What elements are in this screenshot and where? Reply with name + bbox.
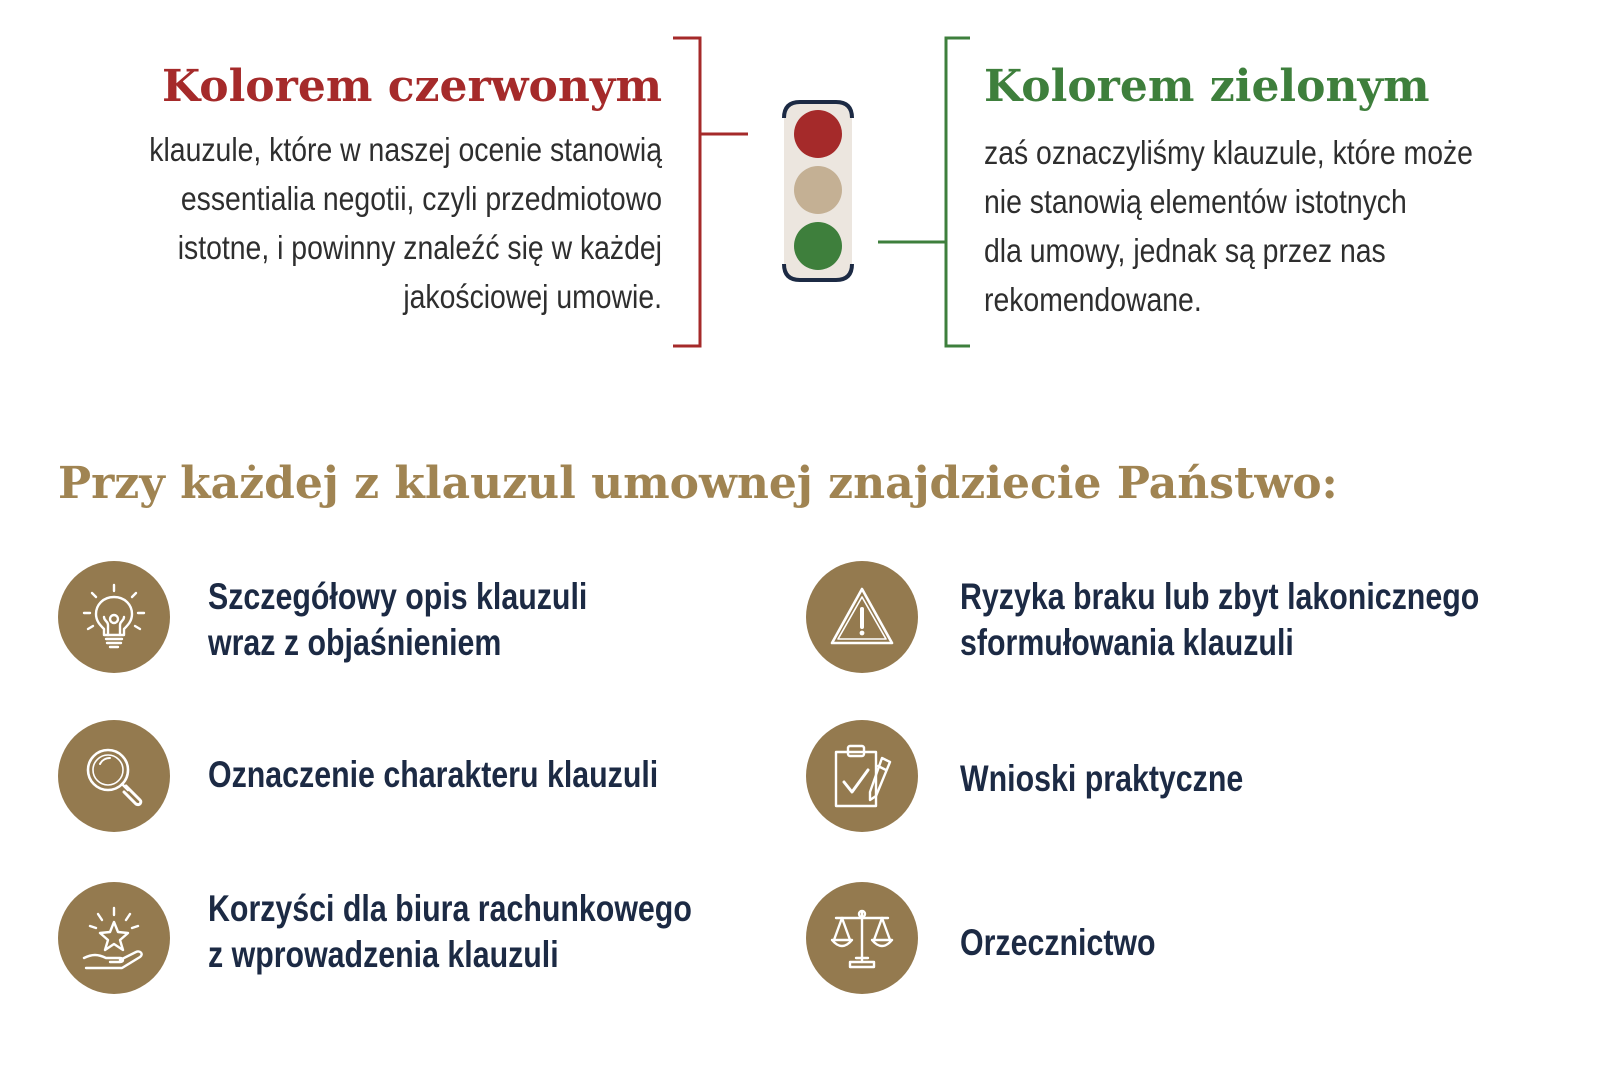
clipboard-check-icon <box>806 720 918 832</box>
red-light <box>794 110 842 158</box>
beige-light <box>794 166 842 214</box>
lightbulb-icon <box>58 561 170 673</box>
feature-line: Ryzyka braku lub zbyt lakonicznego <box>960 576 1480 617</box>
green-bracket <box>870 34 980 354</box>
warning-triangle-icon <box>806 561 918 673</box>
magnifier-icon <box>58 720 170 832</box>
green-block-line: rekomendowane. <box>984 281 1202 318</box>
red-block-title: Kolorem czerwonym <box>161 61 662 112</box>
red-block-line: essentialia negotii, czyli przedmiotowo <box>180 180 662 217</box>
feature-line: z wprowadzenia klauzuli <box>208 934 559 975</box>
feature-label <box>208 752 658 798</box>
green-block-description <box>984 128 1517 324</box>
red-block-description <box>127 125 662 321</box>
feature-line: Korzyści dla biura rachunkowego <box>208 888 692 929</box>
feature-label <box>960 920 1156 966</box>
green-block-line: nie stanowią elementów istotnych <box>984 183 1407 220</box>
feature-label <box>208 574 587 666</box>
green-block-line: dla umowy, jednak są przez nas <box>984 232 1386 269</box>
green-block-line: zaś oznaczyliśmy klauzule, które może <box>984 134 1473 171</box>
red-block-line: jakościowej umowie. <box>403 278 662 315</box>
feature-line: wraz z objaśnieniem <box>208 622 502 663</box>
feature-label <box>960 756 1243 802</box>
green-block-title: Kolorem zielonym <box>984 61 1430 112</box>
scales-icon <box>806 882 918 994</box>
feature-label <box>208 886 692 978</box>
red-block-line: klauzule, które w naszej ocenie stanowią <box>149 131 662 168</box>
red-bracket <box>660 34 770 354</box>
section-heading: Przy każdej z klauzul umownej znajdziecie Państwo: <box>58 458 1338 509</box>
green-light <box>794 222 842 270</box>
feature-line: Wnioski praktyczne <box>960 758 1244 799</box>
feature-line: Szczegółowy opis klauzuli <box>208 576 588 617</box>
star-hand-icon <box>58 882 170 994</box>
feature-line: sformułowania klauzuli <box>960 622 1294 663</box>
traffic-light-icon <box>780 96 860 292</box>
feature-line: Oznaczenie charakteru klauzuli <box>208 754 659 795</box>
red-block-line: istotne, i powinny znaleźć się w każdej <box>177 229 662 266</box>
feature-label <box>960 574 1479 666</box>
feature-line: Orzecznictwo <box>960 922 1156 963</box>
